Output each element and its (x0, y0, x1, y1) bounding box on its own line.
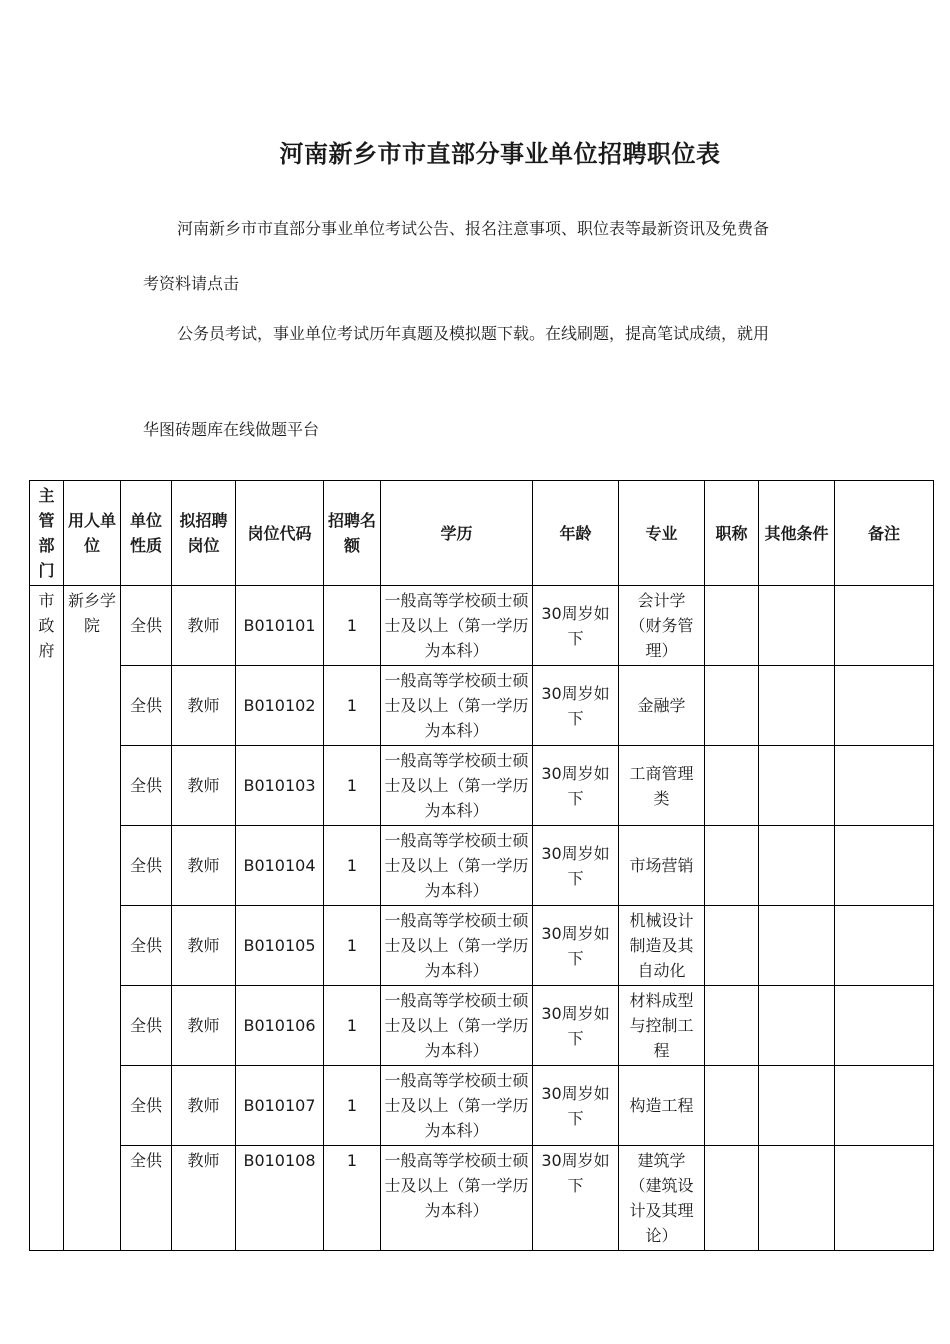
cell-remark (835, 586, 934, 666)
cell-nature: 全供 (121, 826, 172, 906)
cell-other (759, 826, 835, 906)
cell-title (705, 1146, 759, 1251)
table-row (30, 746, 934, 826)
cell-major: 构造工程 (619, 1066, 705, 1146)
cell-other (759, 746, 835, 826)
cell-post: 教师 (172, 1146, 236, 1251)
cell-title (705, 1066, 759, 1146)
job-positions-table (29, 480, 934, 1251)
page-title: 河南新乡市市直部分事业单位招聘职位表 (279, 140, 721, 168)
cell-remark (835, 746, 934, 826)
cell-age: 30周岁如下 (533, 666, 619, 746)
header-quota: 招聘名额 (324, 481, 381, 586)
header-employer: 用人单位 (64, 481, 121, 586)
cell-major: 工商管理类 (619, 746, 705, 826)
promo-paragraph-line-1: 公务员考试，事业单位考试历年真题及模拟题下载。在线刷题，提高笔试成绩，就用 (177, 324, 770, 343)
intro-paragraph-line-1: 河南新乡市市直部分事业单位考试公告、报名注意事项、职位表等最新资讯及免费备 (177, 219, 770, 238)
table-row (30, 826, 934, 906)
promo-paragraph-line-2[interactable]: 华图砖题库在线做题平台 (143, 420, 320, 439)
cell-nature: 全供 (121, 746, 172, 826)
cell-age: 30周岁如下 (533, 826, 619, 906)
header-department: 主管部门 (30, 481, 64, 586)
cell-remark (835, 986, 934, 1066)
cell-nature: 全供 (121, 1066, 172, 1146)
cell-post: 教师 (172, 586, 236, 666)
cell-nature: 全供 (121, 1146, 172, 1251)
cell-age: 30周岁如下 (533, 906, 619, 986)
cell-education: 一般高等学校硕士硕士及以上（第一学历为本科） (381, 586, 533, 666)
cell-remark (835, 906, 934, 986)
table-header-row (30, 481, 934, 586)
header-unit-nature: 单位性质 (121, 481, 172, 586)
table-row (30, 666, 934, 746)
cell-major: 材料成型与控制工程 (619, 986, 705, 1066)
cell-title (705, 746, 759, 826)
intro-paragraph-line-2[interactable]: 考资料请点击 (143, 274, 240, 293)
cell-age: 30周岁如下 (533, 1066, 619, 1146)
cell-age: 30周岁如下 (533, 586, 619, 666)
cell-other (759, 1146, 835, 1251)
cell-major: 建筑学（建筑设计及其理论） (619, 1146, 705, 1251)
header-post: 拟招聘岗位 (172, 481, 236, 586)
cell-post: 教师 (172, 986, 236, 1066)
cell-other (759, 586, 835, 666)
cell-education: 一般高等学校硕士硕士及以上（第一学历为本科） (381, 1066, 533, 1146)
cell-count: 1 (324, 746, 381, 826)
table-row (30, 906, 934, 986)
cell-post: 教师 (172, 666, 236, 746)
cell-title (705, 906, 759, 986)
cell-code: B010102 (236, 666, 324, 746)
cell-code: B010105 (236, 906, 324, 986)
cell-major: 金融学 (619, 666, 705, 746)
cell-count: 1 (324, 666, 381, 746)
header-major: 专业 (619, 481, 705, 586)
cell-post: 教师 (172, 746, 236, 826)
cell-count: 1 (324, 986, 381, 1066)
table-row (30, 986, 934, 1066)
cell-remark (835, 826, 934, 906)
cell-education: 一般高等学校硕士硕士及以上（第一学历为本科） (381, 826, 533, 906)
cell-post: 教师 (172, 1066, 236, 1146)
cell-nature: 全供 (121, 586, 172, 666)
cell-code: B010107 (236, 1066, 324, 1146)
cell-nature: 全供 (121, 986, 172, 1066)
cell-age: 30周岁如下 (533, 746, 619, 826)
cell-education: 一般高等学校硕士硕士及以上（第一学历为本科） (381, 986, 533, 1066)
cell-other (759, 986, 835, 1066)
header-remarks: 备注 (835, 481, 934, 586)
cell-code: B010101 (236, 586, 324, 666)
cell-post: 教师 (172, 826, 236, 906)
cell-count: 1 (324, 586, 381, 666)
table-row (30, 1066, 934, 1146)
cell-remark (835, 1146, 934, 1251)
table-row (30, 586, 934, 666)
cell-count: 1 (324, 1146, 381, 1251)
cell-department: 市政府 (30, 586, 64, 1251)
cell-count: 1 (324, 906, 381, 986)
cell-education: 一般高等学校硕士硕士及以上（第一学历为本科） (381, 666, 533, 746)
cell-remark (835, 666, 934, 746)
cell-code: B010106 (236, 986, 324, 1066)
cell-education: 一般高等学校硕士硕士及以上（第一学历为本科） (381, 1146, 533, 1251)
cell-code: B010104 (236, 826, 324, 906)
header-age: 年龄 (533, 481, 619, 586)
cell-major: 机械设计制造及其自动化 (619, 906, 705, 986)
cell-other (759, 1066, 835, 1146)
cell-code: B010108 (236, 1146, 324, 1251)
cell-age: 30周岁如下 (533, 986, 619, 1066)
cell-major: 市场营销 (619, 826, 705, 906)
cell-title (705, 586, 759, 666)
cell-employer: 新乡学院 (64, 586, 121, 1251)
cell-count: 1 (324, 1066, 381, 1146)
cell-title (705, 826, 759, 906)
cell-education: 一般高等学校硕士硕士及以上（第一学历为本科） (381, 906, 533, 986)
cell-education: 一般高等学校硕士硕士及以上（第一学历为本科） (381, 746, 533, 826)
header-post-code: 岗位代码 (236, 481, 324, 586)
cell-post: 教师 (172, 906, 236, 986)
table-row (30, 1146, 934, 1251)
cell-code: B010103 (236, 746, 324, 826)
cell-other (759, 906, 835, 986)
header-title: 职称 (705, 481, 759, 586)
cell-age: 30周岁如下 (533, 1146, 619, 1251)
cell-other (759, 666, 835, 746)
cell-remark (835, 1066, 934, 1146)
cell-nature: 全供 (121, 666, 172, 746)
cell-title (705, 986, 759, 1066)
cell-major: 会计学（财务管理） (619, 586, 705, 666)
cell-nature: 全供 (121, 906, 172, 986)
header-other-conditions: 其他条件 (759, 481, 835, 586)
cell-title (705, 666, 759, 746)
header-education: 学历 (381, 481, 533, 586)
cell-count: 1 (324, 826, 381, 906)
